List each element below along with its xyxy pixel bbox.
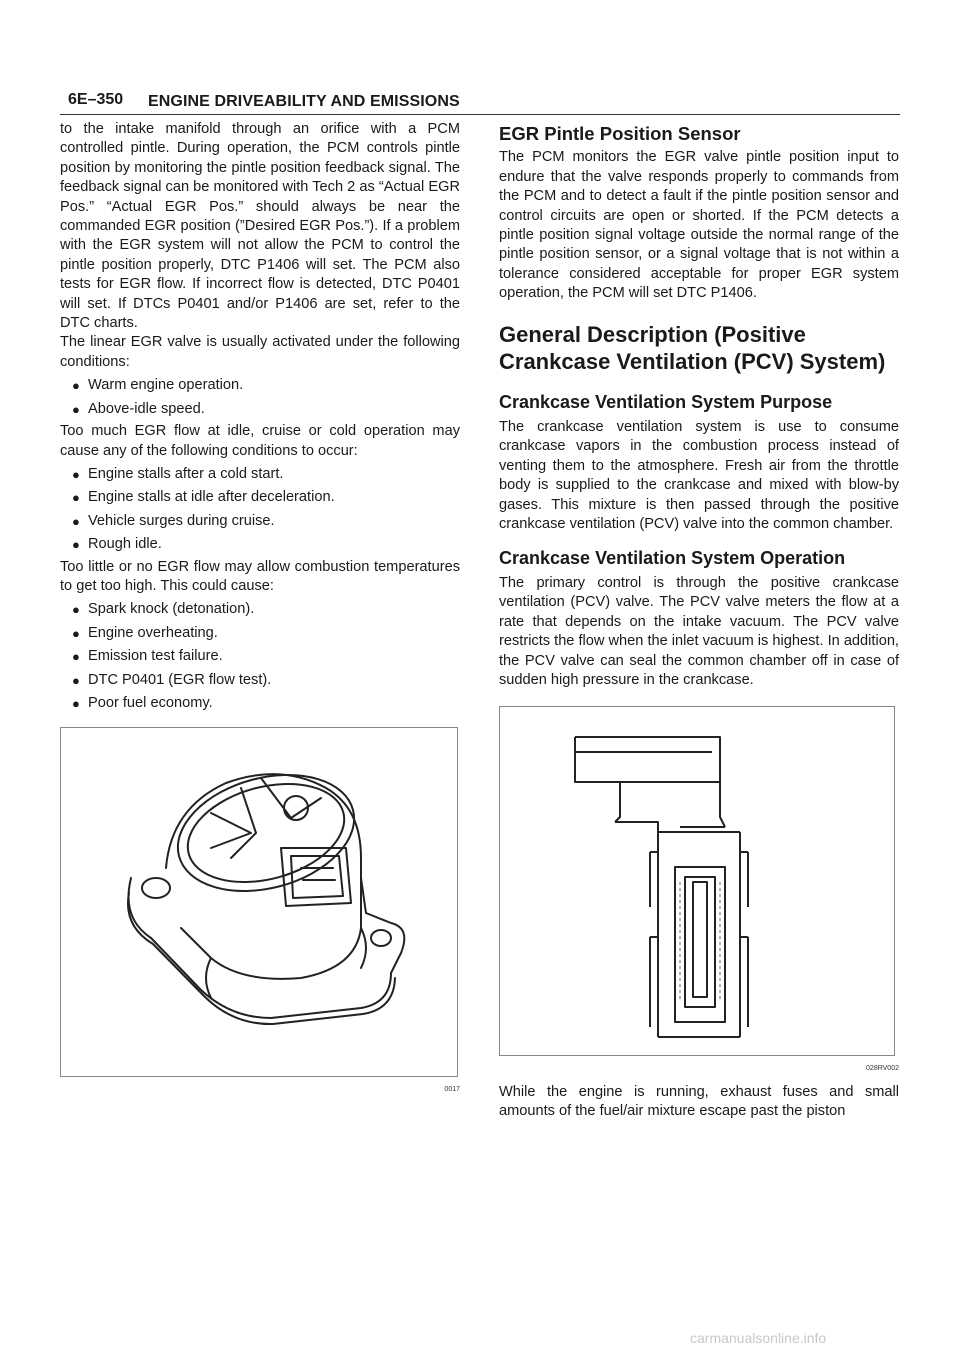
list-item: ● Warm engine operation.	[60, 376, 460, 395]
bullet-icon: ●	[72, 513, 80, 529]
list-item: ● Engine overheating.	[60, 624, 460, 643]
list-item: ● Engine stalls at idle after deceleration.	[60, 488, 460, 507]
too-little-egr-paragraph: Too little or no EGR flow may allow combustion temperatures to get too high. This could cause:	[60, 558, 460, 594]
heading-egr-pintle-sensor: EGR Pintle Position Sensor	[499, 123, 741, 144]
list-item: ● Emission test failure.	[60, 647, 460, 666]
list-item: ● Engine stalls after a cold start.	[60, 465, 460, 484]
heading-crankcase-purpose: Crankcase Ventilation System Purpose	[499, 391, 833, 412]
bullet-icon: ●	[72, 378, 80, 394]
bullet-icon: ●	[72, 672, 80, 688]
page-number: 6E–350	[68, 91, 124, 108]
bullet-icon: ●	[72, 490, 80, 506]
header-rule	[60, 114, 900, 115]
bullet-icon: ●	[72, 537, 80, 553]
egr-valve-illustration	[61, 728, 457, 1076]
list-item: ● DTC P0401 (EGR flow test).	[60, 671, 460, 690]
pcv-valve-figure	[499, 706, 899, 1078]
too-much-egr-list	[60, 465, 460, 555]
bullet-icon: ●	[72, 625, 80, 641]
section-title: ENGINE DRIVEABILITY AND EMISSIONS	[148, 93, 460, 110]
watermark-text: carmanualsonline.info	[690, 1330, 827, 1346]
pcv-valve-illustration	[500, 707, 894, 1055]
heading-crankcase-operation: Crankcase Ventilation System Operation	[499, 547, 846, 568]
crankcase-operation-paragraph: The primary control is through the positive crankcase ventilation (PCV) valve. The PCV valve meters the flow at a rate that depends on the intake vacuum. The PCV valve restricts the flow when the inlet vacuum is highest. In addition, the PCV valve can seal the common chamber off in case of sudden high pressure in the crankcase.	[499, 574, 899, 688]
activation-list	[60, 376, 460, 419]
bullet-icon: ●	[72, 649, 80, 665]
egr-intro-paragraph: to the intake manifold through an orifice with a PCM controlled pintle. During operation, the PCM controls pintle position by monitoring the pintle position feedback signal. The feedback signal can be monitored with Tech 2 as “Actual EGR Pos.” “Actual EGR Pos.” should always be near the commanded EGR position (”Desired EGR Pos.”). If a problem with the EGR system will not allow the PCM to control the pintle position properly, DTC P1406 will set. The PCM also tests for EGR flow. If incorrect flow is detected, DTC P0401 will set. If DTCs P0401 and/or P1406 are set, refer to the DTC charts.	[60, 121, 460, 332]
too-much-egr-paragraph: Too much EGR flow at idle, cruise or cold operation may cause any of the following conditions to occur:	[60, 423, 460, 459]
list-item: ● Rough idle.	[60, 535, 460, 554]
crankcase-purpose-paragraph: The crankcase ventilation system is use to consume crankcase vapors in the combustion process instead of venting them to the atmosphere. Fresh air from the throttle body is supplied to the crankcase and mixed with blow-by gases. This mixture is then passed through the positive crankcase ventilation (PCV) valve into the common chamber.	[499, 419, 899, 533]
left-column	[60, 120, 460, 1100]
figure-code: 0017	[444, 1086, 460, 1094]
right-column	[499, 120, 899, 1122]
egr-activation-paragraph: The linear EGR valve is usually activated under the following conditions:	[60, 334, 460, 370]
list-item: ● Poor fuel economy.	[60, 694, 460, 713]
bullet-icon: ●	[72, 695, 80, 711]
list-item: ● Above-idle speed.	[60, 400, 460, 419]
figure-code: 028RV002	[866, 1065, 899, 1073]
list-item: ● Vehicle surges during cruise.	[60, 512, 460, 531]
bullet-icon: ●	[72, 466, 80, 482]
list-item: ● Spark knock (detonation).	[60, 600, 460, 619]
heading-pcv-general-description: General Description (Positive Crankcase Ventilation (PCV) System)	[499, 321, 886, 374]
too-little-egr-list	[60, 600, 460, 713]
pintle-sensor-paragraph: The PCM monitors the EGR valve pintle position input to endure that the valve responds properly to commands from the PCM and to detect a fault if the pintle position sensor and control circuits are open or shorted. If the PCM detects a pintle position signal voltage outside the normal range of the pintle position sensor, or a signal voltage that is not within a tolerance considered acceptable for proper EGR system operation, the PCM will set DTC P1406.	[499, 149, 899, 302]
bullet-icon: ●	[72, 401, 80, 417]
engine-running-paragraph: While the engine is running, exhaust fuses and small amounts of the fuel/air mixture escape past the piston	[499, 1083, 899, 1120]
bullet-icon: ●	[72, 602, 80, 618]
egr-valve-figure	[60, 727, 460, 1099]
